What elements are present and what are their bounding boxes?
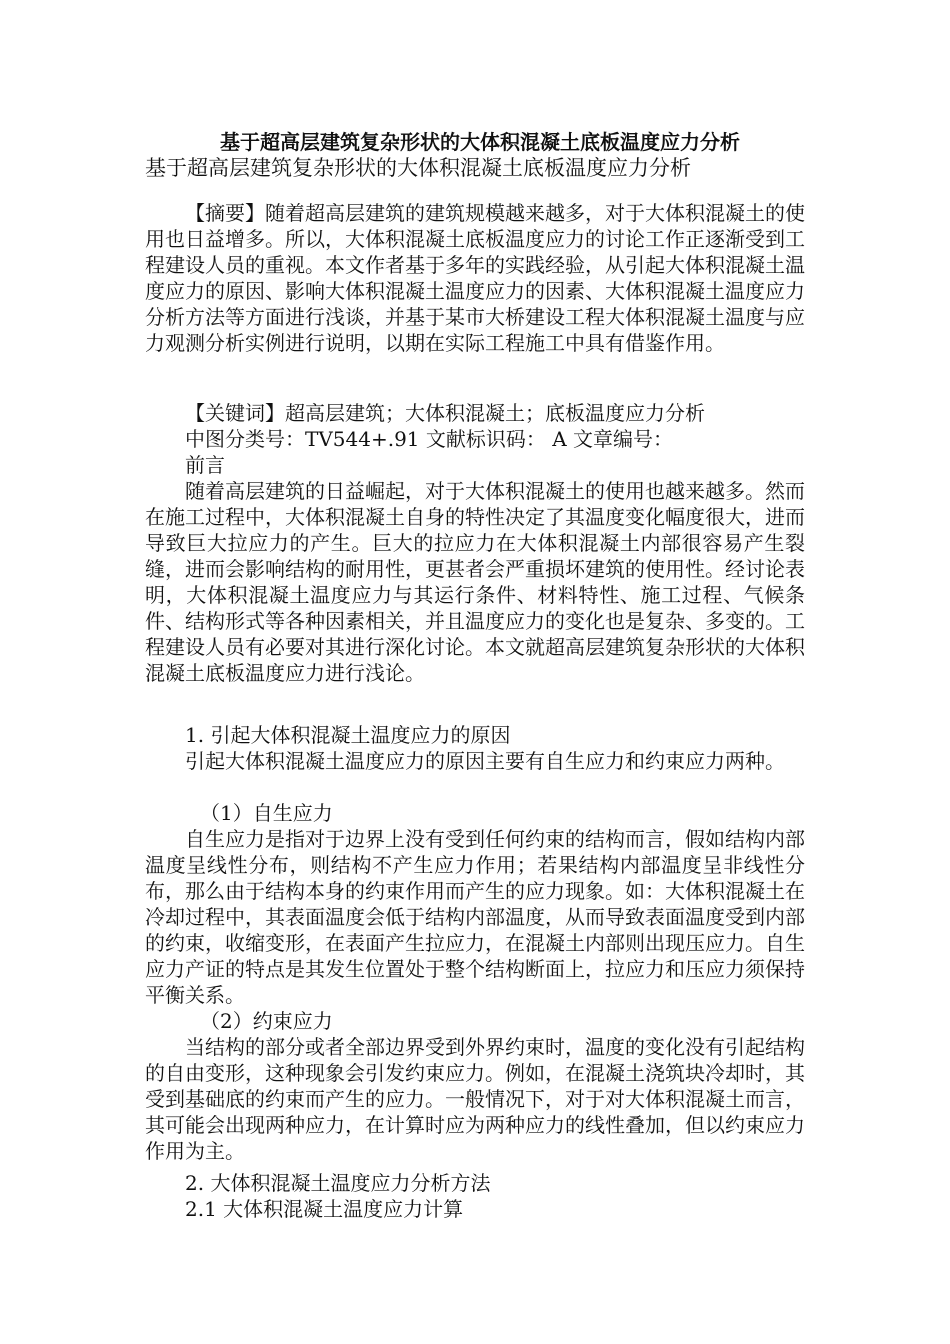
subsection-1-heading: （1）自生应力 (200, 801, 333, 825)
section-2-heading: 2. 大体积混凝土温度应力分析方法 (185, 1171, 491, 1195)
keywords-line: 【关键词】超高层建筑；大体积混凝土；底板温度应力分析 (185, 401, 705, 425)
section-1-heading: 1. 引起大体积混凝土温度应力的原因 (185, 723, 511, 747)
classification-line: 中图分类号：TV544+.91 文献标识码： A 文章编号： (185, 427, 674, 451)
subsection-2-heading: （2）约束应力 (200, 1009, 333, 1033)
abstract-paragraph: 【摘要】随着超高层建筑的建筑规模越来越多，对于大体积混凝土的使用也日益增多。所以，大体积混凝土底板温度应力的讨论工作正逐渐受到工程建设人员的重视。本文作者基于多年的实践经验，从引起大体积混凝土温度应力的原因、影响大体积混凝土温度应力的因素、大体积混凝土温度应力分析方法等方面进行浅谈，并基于某市大桥建设工程大体积混凝土温度与应力观测分析实例进行说明，以期在实际工程施工中具有借鉴作用。 (145, 201, 805, 355)
document-title: 基于超高层建筑复杂形状的大体积混凝土底板温度应力分析 (220, 130, 740, 154)
document-subtitle: 基于超高层建筑复杂形状的大体积混凝土底板温度应力分析 (145, 156, 691, 180)
preface-paragraph: 随着高层建筑的日益崛起，对于大体积混凝土的使用也越来越多。然而在施工过程中，大体积混凝土自身的特性决定了其温度变化幅度很大，进而导致巨大拉应力的产生。巨大的拉应力在大体积混凝土内部很容易产生裂缝，进而会影响结构的耐用性，更甚者会严重损坏建筑的使用性。经讨论表明，大体积混凝土温度应力与其运行条件、材料特性、施工过程、气候条件、结构形式等各种因素相关，并且温度应力的变化也是复杂、多变的。工程建设人员有必要对其进行深化讨论。本文就超高层建筑复杂形状的大体积混凝土底板温度应力进行浅论。 (145, 479, 805, 685)
section-1-intro: 引起大体积混凝土温度应力的原因主要有自生应力和约束应力两种。 (185, 749, 785, 773)
section-2-1-heading: 2.1 大体积混凝土温度应力计算 (185, 1197, 464, 1221)
subsection-2-paragraph: 当结构的部分或者全部边界受到外界约束时，温度的变化没有引起结构的自由变形，这种现象会引发约束应力。例如，在混凝土浇筑块冷却时，其受到基础底的约束而产生的应力。一般情况下，对于对大体积混凝土而言，其可能会出现两种应力，在计算时应为两种应力的线性叠加，但以约束应力作用为主。 (145, 1035, 805, 1163)
preface-heading: 前言 (185, 453, 225, 477)
subsection-1-paragraph: 自生应力是指对于边界上没有受到任何约束的结构而言，假如结构内部温度呈线性分布，则结构不产生应力作用；若果结构内部温度呈非线性分布，那么由于结构本身的约束作用而产生的应力现象。如：大体积混凝土在冷却过程中，其表面温度会低于结构内部温度，从而导致表面温度受到内部的约束，收缩变形，在表面产生拉应力，在混凝土内部则出现压应力。自生应力产证的特点是其发生位置处于整个结构断面上，拉应力和压应力须保持平衡关系。 (145, 827, 805, 1007)
